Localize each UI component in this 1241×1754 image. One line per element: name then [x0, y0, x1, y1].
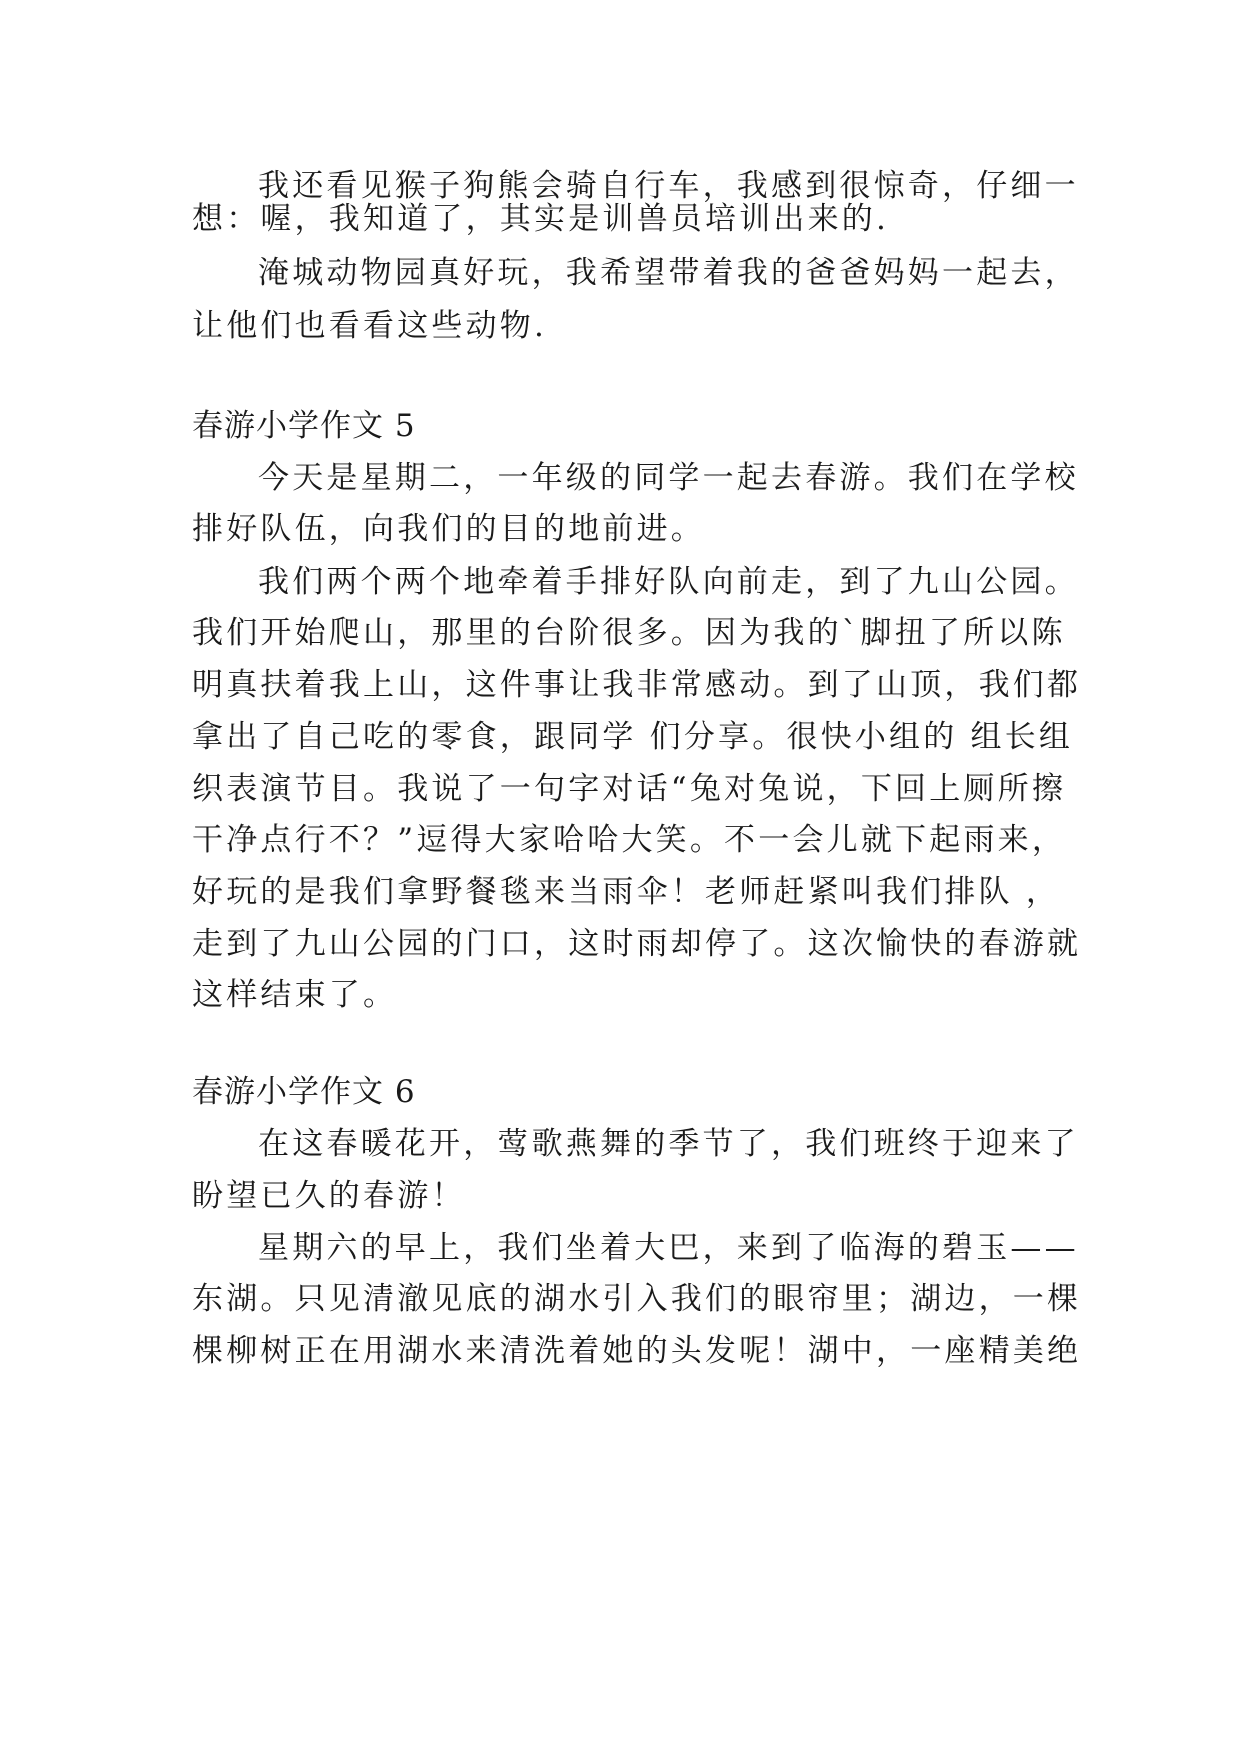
paragraph-line: 今天是星期二，一年级的同学一起去春游。我们在学校 — [258, 460, 1079, 496]
paragraph-line: 东湖。只见清澈见底的湖水引入我们的眼帘里；湖边，一棵 — [192, 1281, 1082, 1317]
section-heading: 春游小学作文 5 — [192, 408, 416, 444]
paragraph-line: 这样结束了。 — [192, 977, 398, 1013]
section-heading: 春游小学作文 6 — [192, 1074, 416, 1110]
paragraph-line: 好玩的是我们拿野餐毯来当雨伞！老师赶紧叫我们排队 ， — [192, 874, 1061, 910]
paragraph-line: 我们开始爬山，那里的台阶很多。因为我的`脚扭了所以陈 — [192, 615, 1066, 651]
paragraph-line: 我还看见猴子狗熊会骑自行车，我感到很惊奇，仔细一 — [258, 168, 1079, 204]
paragraph-line: 拿出了自己吃的零食，跟同学 们分享。很快小组的 组长组 — [192, 719, 1074, 755]
paragraph-line: 走到了九山公园的门口，这时雨却停了。这次愉快的春游就 — [192, 926, 1082, 962]
paragraph-line: 织表演节目。我说了一句字对话“兔对兔说，下回上厕所擦 — [192, 771, 1067, 807]
paragraph-line: 盼望已久的春游！ — [192, 1178, 466, 1214]
paragraph-line: 在这春暖花开，莺歌燕舞的季节了，我们班终于迎来了 — [258, 1126, 1079, 1162]
paragraph-line: 棵柳树正在用湖水来清洗着她的头发呢！湖中，一座精美绝 — [192, 1333, 1082, 1369]
paragraph-line: 我们两个两个地牵着手排好队向前走，到了九山公园。 — [258, 564, 1079, 600]
paragraph-line: 想：喔，我知道了，其实是训兽员培训出来的. — [192, 201, 890, 237]
paragraph-line: 让他们也看看这些动物. — [192, 308, 548, 344]
paragraph-line: 星期六的早上，我们坐着大巴，来到了临海的碧玉—— — [258, 1230, 1079, 1266]
paragraph-line: 明真扶着我上山，这件事让我非常感动。到了山顶，我们都 — [192, 667, 1082, 703]
paragraph-line: 排好队伍，向我们的目的地前进。 — [192, 511, 705, 547]
paragraph-line: 干净点行不？”逗得大家哈哈大笑。不一会儿就下起雨来， — [192, 822, 1067, 858]
paragraph-line: 淹城动物园真好玩，我希望带着我的爸爸妈妈一起去， — [258, 255, 1079, 291]
